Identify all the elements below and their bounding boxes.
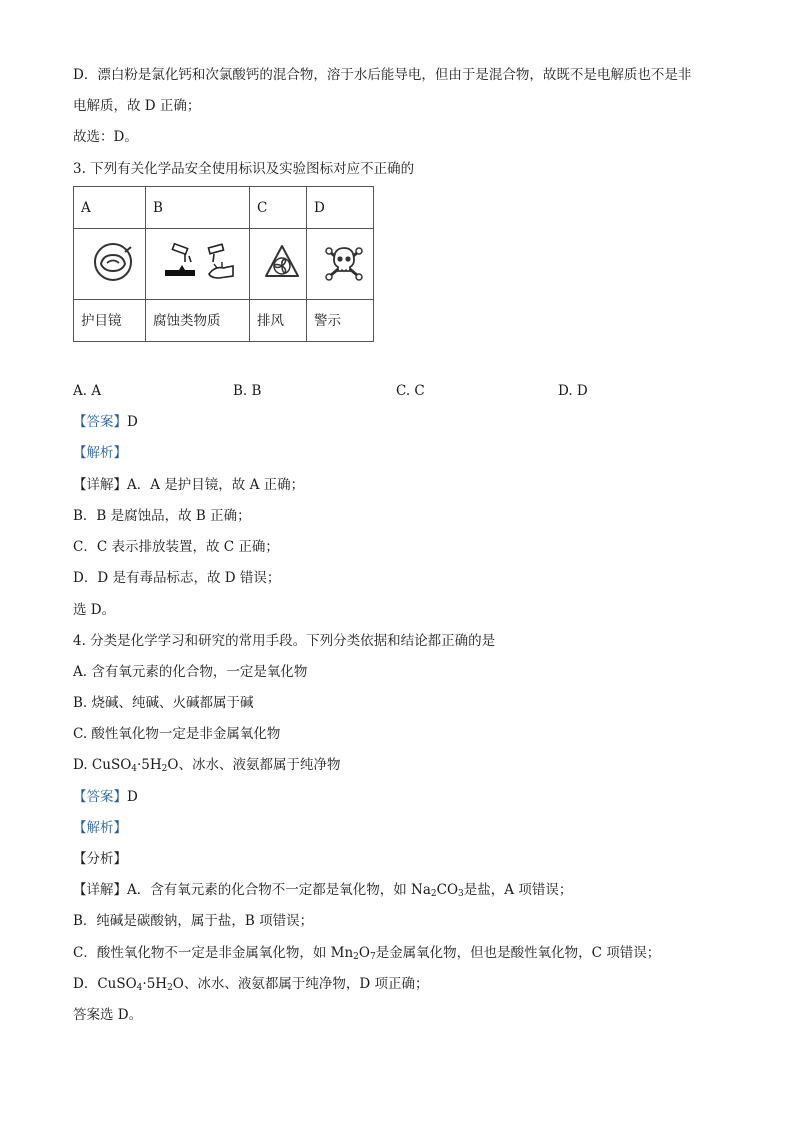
detail-tag: 【详解】 [73,477,127,493]
cell-icon-b [146,229,250,300]
formula-part: CO [436,882,459,898]
answer-value: D [127,414,138,430]
formula-hydrate: ·5H [137,757,162,773]
q3-answer-line [73,413,138,431]
goggles-icon [90,240,136,284]
q2-answer: 故选：D。 [73,129,138,145]
header-a: A [74,187,146,229]
q3-detail-line5: 选 D。 [73,602,116,618]
skull-crossbones-icon [320,240,368,284]
q3-option-c: C. C [396,383,425,399]
subscript: 2 [353,952,359,962]
q3-detail-line1 [73,476,304,494]
q4-option-d [73,756,340,774]
detail-text: A．含有氧元素的化合物不一定都是氧化物，如 Na [127,882,431,898]
formula-hydrate: ·5H [142,976,168,992]
cell-icon-a [74,229,146,300]
exhaust-fan-icon [262,240,302,284]
q4-detail-line3 [73,944,660,962]
q3-detail-line2: B．B 是腐蚀品，故 B 正确； [73,508,251,524]
detail-text: 是金属氧化物，但也是酸性氧化物，C 项错误； [375,945,661,961]
detail-text: A．A 是护目镜，故 A 正确； [127,477,305,493]
subscript: 2 [430,889,437,899]
cell-icon-d [307,229,374,300]
label-b: 腐蚀类物质 [146,300,250,342]
detail-text: 是盐，A 项错误； [463,882,573,898]
q3-detail-line3: C．C 表示排放装置，故 C 正确； [73,539,279,555]
detail-text: O、冰水、液氨都属于纯净物，D 项正确； [172,976,429,992]
q3-option-a: A. A [73,383,102,399]
q3-icon-table [73,186,374,342]
detail-text: D．CuSO [73,976,137,992]
subscript: 2 [167,983,173,993]
formula-prefix: D. CuSO [73,757,132,773]
formula-suffix: O、冰水、液氨都属于纯净物 [167,757,341,773]
q3-option-d: D. D [558,383,588,399]
answer-value: D [127,789,138,805]
q4-detail-line4 [73,975,428,993]
answer-tag: 【答案】 [73,789,127,805]
subscript: 4 [131,764,137,774]
q4-option-c: C. 酸性氧化物一定是非金属氧化物 [73,726,281,742]
q4-option-b: B. 烧碱、纯碱、火碱都属于碱 [73,695,254,711]
label-d: 警示 [307,300,374,342]
q3-option-b: B. B [233,383,262,399]
q3-analysis-tag: 【解析】 [73,445,127,461]
q4-analysis2-tag: 【分析】 [73,851,127,867]
header-d: D [307,187,374,229]
subscript: 2 [161,764,168,774]
q3-detail-line4: D．D 是有毒品标志，故 D 错误； [73,570,281,586]
label-c: 排风 [250,300,307,342]
q3-stem: 3. 下列有关化学品安全使用标识及实验图标对应不正确的 [73,161,415,177]
answer-tag: 【答案】 [73,414,127,430]
q4-detail-line1 [73,881,572,899]
header-c: C [250,187,307,229]
formula-part: O [358,945,370,961]
cell-icon-c [250,229,307,300]
subscript: 7 [369,952,376,962]
header-b: B [146,187,250,229]
detail-text: C．酸性氧化物不一定是非金属氧化物，如 Mn [73,945,354,961]
subscript: 4 [136,983,143,993]
q4-answer-line [73,788,138,806]
q4-conclusion: 答案选 D。 [73,1007,143,1023]
q4-analysis-tag: 【解析】 [73,820,127,836]
corrosive-icon [159,240,243,284]
label-a: 护目镜 [74,300,146,342]
q2-option-d-line1: D．漂白粉是氯化钙和次氯酸钙的混合物，溶于水后能导电，但由于是混合物，故既不是电解质也不是非 [73,67,692,83]
subscript: 3 [458,889,464,899]
q4-detail-line2: B．纯碱是碳酸钠，属于盐，B 项错误； [73,913,314,929]
q2-option-d-line2: 电解质，故 D 正确； [73,98,201,114]
q4-stem: 4. 分类是化学学习和研究的常用手段。下列分类依据和结论都正确的是 [73,633,496,649]
detail-tag: 【详解】 [73,882,127,898]
q4-option-a: A. 含有氧元素的化合物，一定是氧化物 [73,664,308,680]
